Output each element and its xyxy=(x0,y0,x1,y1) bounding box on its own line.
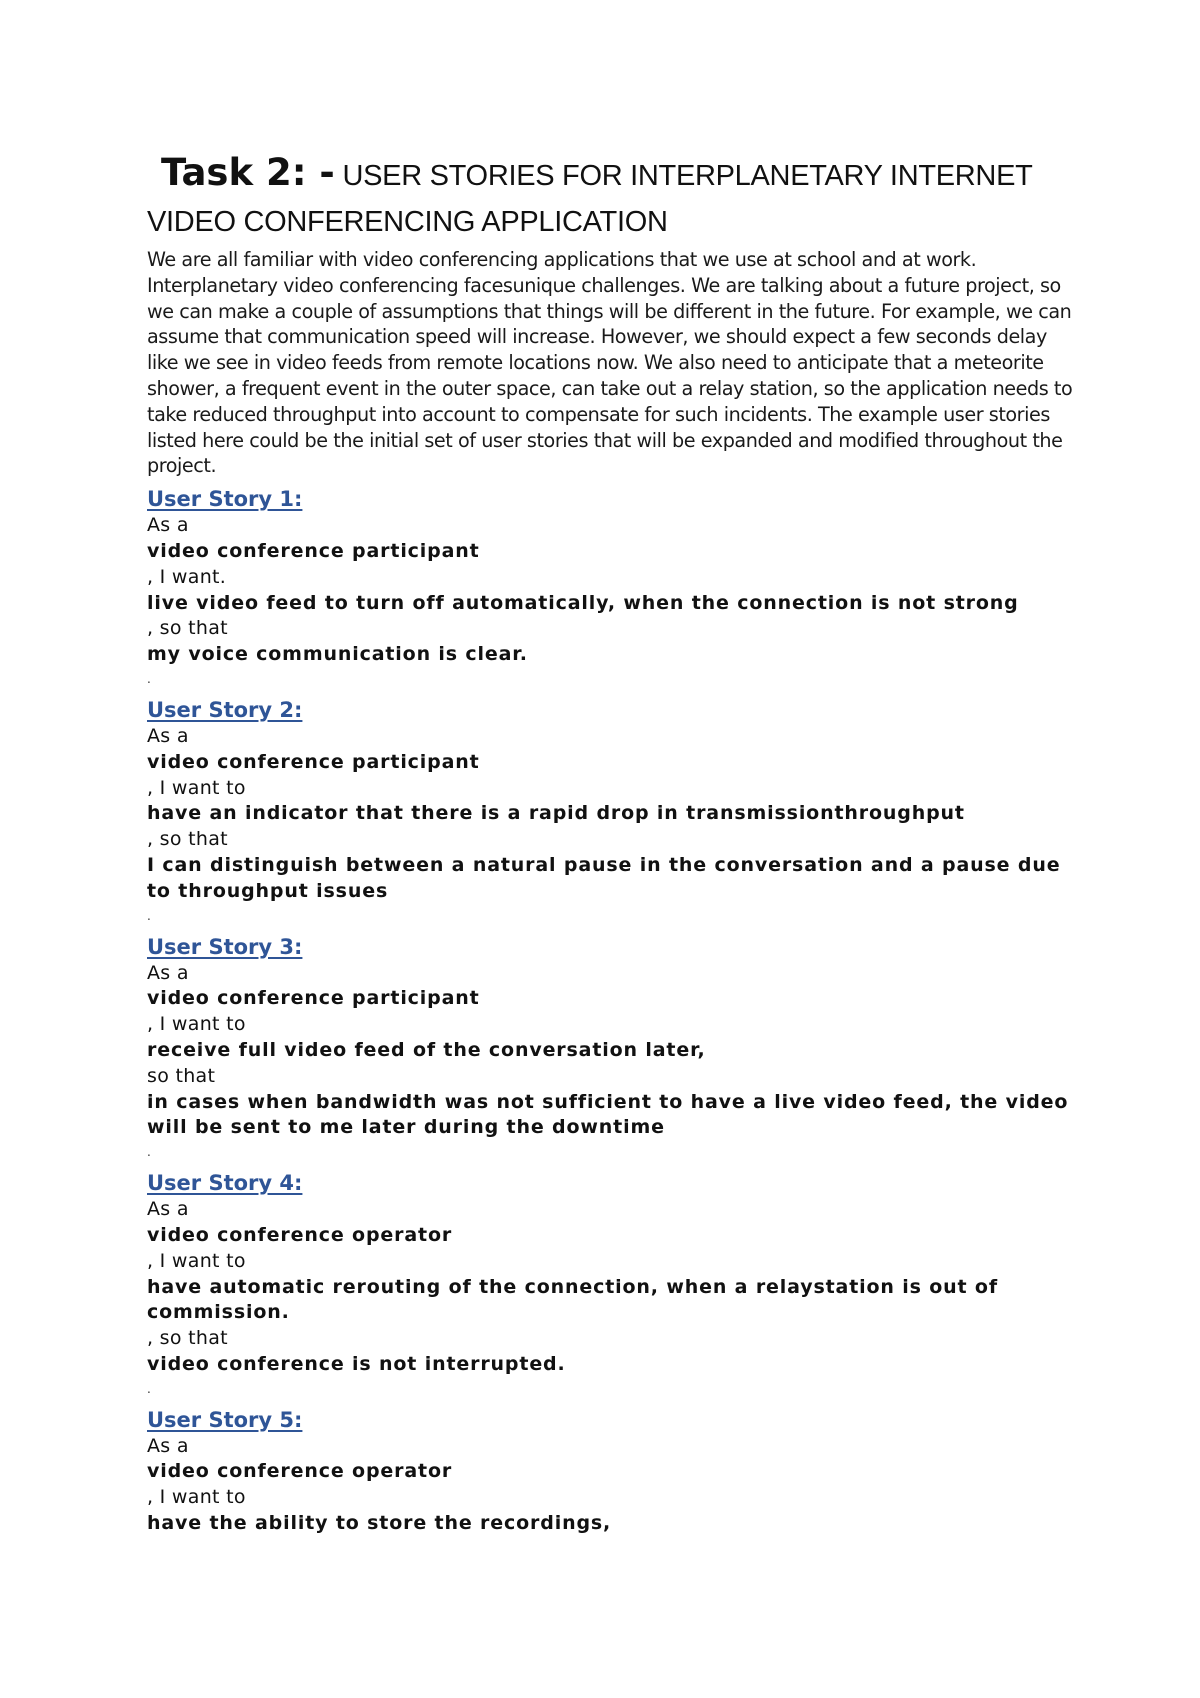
user-story-1 xyxy=(147,485,1077,690)
as-a-label: As a xyxy=(147,961,189,984)
story-role: video conference participant xyxy=(147,987,480,1010)
story-want: have the ability to store the recordings, xyxy=(147,1512,612,1535)
want-label: , I want to xyxy=(147,1249,246,1272)
want-label: , I want to xyxy=(147,1013,246,1036)
user-story-heading: User Story 4: xyxy=(147,1171,303,1196)
user-story-5 xyxy=(147,1406,1077,1537)
user-story-4 xyxy=(147,1169,1077,1400)
as-a-label: As a xyxy=(147,724,189,747)
user-story-2 xyxy=(147,696,1077,927)
story-want: have automatic rerouting of the connection, when a relaystation is out of commission. xyxy=(147,1275,998,1324)
story-role: video conference operator xyxy=(147,1223,453,1246)
story-benefit: I can distinguish between a natural pause in the conversation and a pause due to throughput issues xyxy=(147,853,1061,902)
want-label: , I want to xyxy=(147,1486,246,1509)
story-want: receive full video feed of the conversation later, xyxy=(147,1038,706,1061)
as-a-label: As a xyxy=(147,514,189,537)
story-end-mark: . xyxy=(147,671,151,686)
story-benefit: in cases when bandwidth was not sufficient to have a live video feed, the video will be sent to me later during the downtime xyxy=(147,1090,1069,1139)
so-that-label: , so that xyxy=(147,1327,228,1350)
user-story-heading: User Story 1: xyxy=(147,487,303,512)
document-page xyxy=(147,150,1077,1537)
story-end-mark: . xyxy=(147,908,151,923)
document-title xyxy=(147,150,1077,245)
story-benefit: video conference is not interrupted. xyxy=(147,1352,566,1375)
title-task-label: Task 2: - xyxy=(161,151,335,194)
story-end-mark: . xyxy=(147,1381,151,1396)
title-line-1: USER STORIES FOR INTERPLANETARY INTERNET xyxy=(342,160,1033,192)
user-story-heading: User Story 3: xyxy=(147,934,303,959)
story-want: have an indicator that there is a rapid drop in transmissionthroughput xyxy=(147,802,965,825)
as-a-label: As a xyxy=(147,1198,189,1221)
user-story-heading: User Story 2: xyxy=(147,697,303,722)
title-line-2: VIDEO CONFERENCING APPLICATION xyxy=(147,206,668,238)
want-label: , I want to xyxy=(147,776,246,799)
user-story-heading: User Story 5: xyxy=(147,1407,303,1432)
want-label: , I want. xyxy=(147,565,227,588)
intro-paragraph: We are all familiar with video conferencing applications that we use at school and at work. Interplanetary video conferencing facesunique challenges. We are talking about a future project, so we can make a couple of assumptions that things will be different in the future. For example, we can assume that communication speed will increase. However, we should expect a few seconds delay like we see in video feeds from remote locations now. We also need to anticipate that a meteorite shower, a frequent event in the outer space, can take out a relay station, so the application needs to take reduced throughput into account to compensate for such incidents. The example user stories listed here could be the initial set of user stories that will be expanded and modified throughout the project. xyxy=(147,248,1073,478)
story-role: video conference operator xyxy=(147,1460,453,1483)
story-end-mark: . xyxy=(147,1145,151,1160)
so-that-label: so that xyxy=(147,1064,216,1087)
as-a-label: As a xyxy=(147,1434,189,1457)
story-role: video conference participant xyxy=(147,750,480,773)
so-that-label: , so that xyxy=(147,828,228,851)
user-story-3 xyxy=(147,933,1077,1164)
story-role: video conference participant xyxy=(147,539,480,562)
so-that-label: , so that xyxy=(147,617,228,640)
story-benefit: my voice communication is clear. xyxy=(147,643,528,666)
story-want: live video feed to turn off automatically, when the connection is not strong xyxy=(147,591,1019,614)
